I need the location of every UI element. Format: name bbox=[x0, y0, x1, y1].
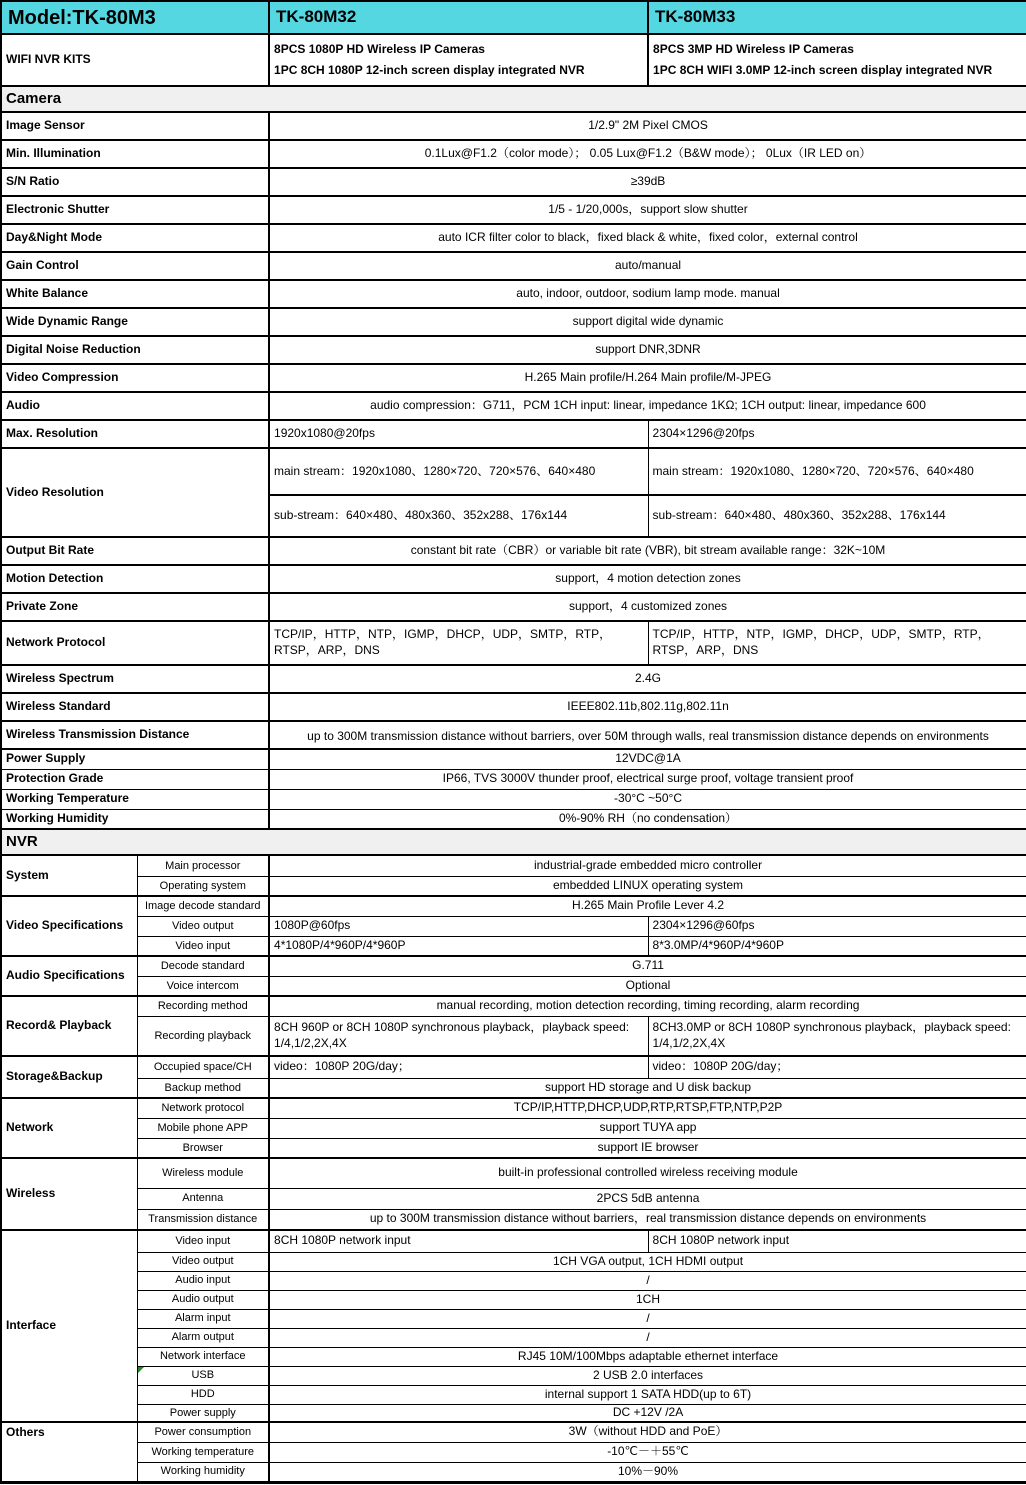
spec-label: S/N Ratio bbox=[1, 168, 269, 196]
spec-row bbox=[1, 769, 1026, 789]
spec-row bbox=[1, 1347, 1026, 1366]
spec-label: Motion Detection bbox=[1, 565, 269, 593]
spec-row bbox=[1, 1016, 1026, 1056]
nvr-sub-label: Power consumption bbox=[137, 1422, 269, 1442]
spec-row bbox=[1, 252, 1026, 280]
kits-tk80m32 bbox=[269, 34, 648, 86]
nvr-sub-label: Operating system bbox=[137, 876, 269, 896]
spec-value: 3W（without HDD and PoE） bbox=[269, 1422, 1026, 1442]
spec-value: support，4 motion detection zones bbox=[269, 565, 1026, 593]
spec-value-tk80m32: 4*1080P/4*960P/4*960P bbox=[269, 936, 648, 956]
spec-value: 1CH bbox=[269, 1290, 1026, 1309]
spec-row bbox=[1, 693, 1026, 721]
nvr-category: Storage&Backup bbox=[1, 1056, 137, 1098]
spec-value: / bbox=[269, 1328, 1026, 1347]
nvr-sub-label: Audio output bbox=[137, 1290, 269, 1309]
spec-label: Image Sensor bbox=[1, 112, 269, 140]
nvr-sub-label: Mobile phone APP bbox=[137, 1118, 269, 1138]
spec-value: support digital wide dynamic bbox=[269, 308, 1026, 336]
spec-row bbox=[1, 1366, 1026, 1385]
nvr-category: Network bbox=[1, 1098, 137, 1158]
camera-section-title: Camera bbox=[1, 86, 1026, 112]
spec-label: Working Humidity bbox=[1, 809, 269, 829]
kits-row bbox=[1, 34, 1026, 86]
nvr-sub-label: Recording method bbox=[137, 996, 269, 1016]
spec-value-tk80m33: 2304×1296@60fps bbox=[648, 916, 1026, 936]
nvr-sub-label: Audio input bbox=[137, 1271, 269, 1290]
spec-label: Gain Control bbox=[1, 252, 269, 280]
nvr-sub-label: Video output bbox=[137, 1252, 269, 1271]
spec-value: 2PCS 5dB antenna bbox=[269, 1188, 1026, 1209]
nvr-category: Video Specifications bbox=[1, 896, 137, 956]
spec-row bbox=[1, 809, 1026, 829]
spec-row bbox=[1, 936, 1026, 956]
nvr-sub-label: Voice intercom bbox=[137, 976, 269, 996]
spec-value: built-in professional controlled wireless receiving module bbox=[269, 1158, 1026, 1188]
spec-value: 1/5 - 1/20,000s，support slow shutter bbox=[269, 196, 1026, 224]
nvr-sub-label: Working temperature bbox=[137, 1442, 269, 1462]
spec-row bbox=[1, 876, 1026, 896]
spec-row bbox=[1, 1422, 1026, 1442]
nvr-sub-label: Alarm input bbox=[137, 1309, 269, 1328]
spec-row bbox=[1, 665, 1026, 693]
spec-row bbox=[1, 1385, 1026, 1404]
spec-value: 1/2.9" 2M Pixel CMOS bbox=[269, 112, 1026, 140]
spec-row bbox=[1, 537, 1026, 565]
spec-value: IP66, TVS 3000V thunder proof, electrical surge proof, voltage transient proof bbox=[269, 769, 1026, 789]
spec-value: 0.1Lux@F1.2（color mode）； 0.05 Lux@F1.2（B&W mode）； 0Lux（IR LED on） bbox=[269, 140, 1026, 168]
spec-row bbox=[1, 364, 1026, 392]
spec-value-tk80m33: sub-stream：640×480、480x360、352x288、176x144 bbox=[648, 495, 1026, 537]
spec-value: up to 300M transmission distance without barriers，real transmission distance depends on environments bbox=[269, 1209, 1026, 1230]
spec-row bbox=[1, 168, 1026, 196]
spec-row bbox=[1, 420, 1026, 448]
variant-tk80m33: TK-80M33 bbox=[648, 1, 1026, 34]
spec-label: Video Resolution bbox=[1, 448, 269, 537]
spec-value-tk80m33: 8*3.0MP/4*960P/4*960P bbox=[648, 936, 1026, 956]
nvr-category: Record& Playback bbox=[1, 996, 137, 1056]
spec-value: auto ICR filter color to black，fixed black & white，fixed color，external control bbox=[269, 224, 1026, 252]
nvr-sub-label: USB bbox=[191, 1369, 215, 1382]
spec-value-tk80m32: video：1080P 20G/day； bbox=[269, 1056, 648, 1078]
spec-value-tk80m33: 8CH3.0MP or 8CH 1080P synchronous playback，playback speed: 1/4,1/2,2X,4X bbox=[648, 1016, 1026, 1056]
nvr-sub-label: Recording playback bbox=[137, 1016, 269, 1056]
nvr-sub-label-usb bbox=[137, 1366, 269, 1385]
spec-value: auto/manual bbox=[269, 252, 1026, 280]
spec-value: TCP/IP,HTTP,DHCP,UDP,RTP,RTSP,FTP,NTP,P2P bbox=[269, 1098, 1026, 1118]
spec-row bbox=[1, 956, 1026, 976]
spec-value: RJ45 10M/100Mbps adaptable ethernet interface bbox=[269, 1347, 1026, 1366]
nvr-sub-label: Antenna bbox=[137, 1188, 269, 1209]
nvr-sub-label: Main processor bbox=[137, 855, 269, 876]
spec-value: 12VDC@1A bbox=[269, 749, 1026, 769]
spec-row bbox=[1, 721, 1026, 749]
spec-value-tk80m32: 8CH 960P or 8CH 1080P synchronous playback，playback speed: 1/4,1/2,2X,4X bbox=[269, 1016, 648, 1056]
spec-value: G.711 bbox=[269, 956, 1026, 976]
spec-label: Max. Resolution bbox=[1, 420, 269, 448]
spec-label: Working Temperature bbox=[1, 789, 269, 809]
spec-value: embedded LINUX operating system bbox=[269, 876, 1026, 896]
nvr-section-row bbox=[1, 829, 1026, 855]
spec-value: DC +12V /2A bbox=[269, 1404, 1026, 1422]
spec-label: Video Compression bbox=[1, 364, 269, 392]
spec-value: 1CH VGA output, 1CH HDMI output bbox=[269, 1252, 1026, 1271]
model-title: Model:TK-80M3 bbox=[1, 1, 269, 34]
spec-row bbox=[1, 1230, 1026, 1252]
variant-tk80m32: TK-80M32 bbox=[269, 1, 648, 34]
nvr-category: System bbox=[1, 855, 137, 896]
spec-value: support，4 customized zones bbox=[269, 593, 1026, 621]
camera-section-row bbox=[1, 86, 1026, 112]
nvr-sub-label: Decode standard bbox=[137, 956, 269, 976]
nvr-category: Interface bbox=[1, 1230, 137, 1422]
spec-row bbox=[1, 749, 1026, 769]
nvr-category: Others bbox=[1, 1422, 137, 1482]
spec-value: up to 300M transmission distance without barriers, over 50M through walls, real transmission distance depends on environments bbox=[269, 721, 1026, 749]
spec-row bbox=[1, 308, 1026, 336]
spec-label: Day&Night Mode bbox=[1, 224, 269, 252]
spec-row bbox=[1, 976, 1026, 996]
spec-label: Protection Grade bbox=[1, 769, 269, 789]
spec-row bbox=[1, 140, 1026, 168]
spec-row bbox=[1, 565, 1026, 593]
spec-value-tk80m32: 1080P@60fps bbox=[269, 916, 648, 936]
kits-tk80m33 bbox=[648, 34, 1026, 86]
nvr-sub-label: Network interface bbox=[137, 1347, 269, 1366]
spec-value: support HD storage and U disk backup bbox=[269, 1078, 1026, 1098]
nvr-sub-label: Alarm output bbox=[137, 1328, 269, 1347]
spec-value-tk80m33: main stream：1920x1080、1280×720、720×576、640×480 bbox=[648, 448, 1026, 495]
spec-label: Electronic Shutter bbox=[1, 196, 269, 224]
kits-line: 8PCS 1080P HD Wireless IP Cameras bbox=[274, 42, 485, 56]
spec-value: 0%-90% RH（no condensation） bbox=[269, 809, 1026, 829]
spec-value: constant bit rate（CBR）or variable bit rate (VBR), bit stream available range：32K~10M bbox=[269, 537, 1026, 565]
spec-label: Power Supply bbox=[1, 749, 269, 769]
spec-row bbox=[1, 1404, 1026, 1422]
spec-row bbox=[1, 1252, 1026, 1271]
spec-row bbox=[1, 196, 1026, 224]
nvr-sub-label: Video input bbox=[137, 936, 269, 956]
nvr-sub-label: Video input bbox=[137, 1230, 269, 1252]
spec-row bbox=[1, 1056, 1026, 1078]
spec-value: support IE browser bbox=[269, 1138, 1026, 1158]
spec-value: -30°C ~50°C bbox=[269, 789, 1026, 809]
spec-label: Digital Noise Reduction bbox=[1, 336, 269, 364]
spec-row bbox=[1, 896, 1026, 916]
spec-label: Output Bit Rate bbox=[1, 537, 269, 565]
spec-value: / bbox=[269, 1271, 1026, 1290]
spec-row bbox=[1, 1158, 1026, 1188]
spec-value: 2.4G bbox=[269, 665, 1026, 693]
spec-label: Wireless Spectrum bbox=[1, 665, 269, 693]
spec-row bbox=[1, 448, 1026, 495]
spec-value: internal support 1 SATA HDD(up to 6T) bbox=[269, 1385, 1026, 1404]
spec-row bbox=[1, 224, 1026, 252]
spec-row bbox=[1, 855, 1026, 876]
spec-value: -10℃－＋55℃ bbox=[269, 1442, 1026, 1462]
spec-value-tk80m32: main stream：1920x1080、1280×720、720×576、640×480 bbox=[269, 448, 648, 495]
spec-row bbox=[1, 1462, 1026, 1482]
nvr-sub-label: Backup method bbox=[137, 1078, 269, 1098]
spec-label: Audio bbox=[1, 392, 269, 420]
nvr-sub-label: Working humidity bbox=[137, 1462, 269, 1482]
spec-value: industrial-grade embedded micro controller bbox=[269, 855, 1026, 876]
spec-value-tk80m33: video：1080P 20G/day； bbox=[648, 1056, 1026, 1078]
spec-value: audio compression：G711，PCM 1CH input: linear, impedance 1KΩ; 1CH output: linear, impedance 600 bbox=[269, 392, 1026, 420]
spec-label: Min. Illumination bbox=[1, 140, 269, 168]
nvr-sub-label: Network protocol bbox=[137, 1098, 269, 1118]
spec-value-tk80m33: TCP/IP，HTTP，NTP，IGMP，DHCP，UDP，SMTP，RTP，RTSP，ARP，DNS bbox=[648, 621, 1026, 665]
spec-value: 10%－90% bbox=[269, 1462, 1026, 1482]
spec-value: 2 USB 2.0 interfaces bbox=[269, 1366, 1026, 1385]
nvr-sub-label: Image decode standard bbox=[137, 896, 269, 916]
kits-line: 8PCS 3MP HD Wireless IP Cameras bbox=[653, 42, 854, 56]
nvr-section-title: NVR bbox=[1, 829, 1026, 855]
spec-value-tk80m32: TCP/IP，HTTP，NTP，IGMP，DHCP，UDP，SMTP，RTP，RTSP，ARP，DNS bbox=[269, 621, 648, 665]
spec-row bbox=[1, 789, 1026, 809]
spec-row bbox=[1, 916, 1026, 936]
nvr-category: Wireless bbox=[1, 1158, 137, 1230]
spec-value-tk80m32: sub-stream：640×480、480x360、352x288、176x144 bbox=[269, 495, 648, 537]
spec-row bbox=[1, 1138, 1026, 1158]
spec-row bbox=[1, 1078, 1026, 1098]
spec-row bbox=[1, 1290, 1026, 1309]
spec-value: H.265 Main profile/H.264 Main profile/M-JPEG bbox=[269, 364, 1026, 392]
spec-label: White Balance bbox=[1, 280, 269, 308]
nvr-sub-label: Wireless module bbox=[137, 1158, 269, 1188]
spec-value: support DNR,3DNR bbox=[269, 336, 1026, 364]
spec-value-tk80m33: 8CH 1080P network input bbox=[648, 1230, 1026, 1252]
nvr-sub-label: Occupied space/CH bbox=[137, 1056, 269, 1078]
spec-row bbox=[1, 1209, 1026, 1230]
nvr-sub-label: HDD bbox=[137, 1385, 269, 1404]
spec-row bbox=[1, 1188, 1026, 1209]
nvr-sub-label: Power supply bbox=[137, 1404, 269, 1422]
spec-label: Wide Dynamic Range bbox=[1, 308, 269, 336]
spec-row bbox=[1, 1442, 1026, 1462]
kits-label: WIFI NVR KITS bbox=[1, 34, 269, 86]
spec-value: ≥39dB bbox=[269, 168, 1026, 196]
spec-row bbox=[1, 996, 1026, 1016]
spec-value-tk80m32: 1920x1080@20fps bbox=[269, 420, 648, 448]
nvr-category: Audio Specifications bbox=[1, 956, 137, 996]
spec-value: / bbox=[269, 1309, 1026, 1328]
spec-value: manual recording, motion detection recording, timing recording, alarm recording bbox=[269, 996, 1026, 1016]
nvr-sub-label: Browser bbox=[137, 1138, 269, 1158]
spec-label: Network Protocol bbox=[1, 621, 269, 665]
spec-row bbox=[1, 336, 1026, 364]
spec-row bbox=[1, 1309, 1026, 1328]
spec-label: Wireless Standard bbox=[1, 693, 269, 721]
model-header-row bbox=[1, 1, 1026, 34]
spec-row bbox=[1, 593, 1026, 621]
nvr-sub-label: Video output bbox=[137, 916, 269, 936]
nvr-sub-label: Transmission distance bbox=[137, 1209, 269, 1230]
spec-value: IEEE802.11b,802.11g,802.11n bbox=[269, 693, 1026, 721]
spec-row bbox=[1, 280, 1026, 308]
spec-row bbox=[1, 1118, 1026, 1138]
spec-value-tk80m33: 2304×1296@20fps bbox=[648, 420, 1026, 448]
spec-value: support TUYA app bbox=[269, 1118, 1026, 1138]
spec-value: auto, indoor, outdoor, sodium lamp mode. manual bbox=[269, 280, 1026, 308]
kits-line: 1PC 8CH 1080P 12-inch screen display integrated NVR bbox=[274, 63, 585, 77]
comment-marker-icon bbox=[138, 1367, 144, 1373]
kits-line: 1PC 8CH WIFI 3.0MP 12-inch screen display integrated NVR bbox=[653, 63, 993, 77]
spec-row bbox=[1, 1271, 1026, 1290]
spec-row bbox=[1, 1328, 1026, 1347]
spec-value: Optional bbox=[269, 976, 1026, 996]
spec-value: H.265 Main Profile Lever 4.2 bbox=[269, 896, 1026, 916]
spec-row bbox=[1, 621, 1026, 665]
spec-label: Private Zone bbox=[1, 593, 269, 621]
spec-row bbox=[1, 392, 1026, 420]
spec-label: Wireless Transmission Distance bbox=[1, 721, 269, 749]
spec-value-tk80m32: 8CH 1080P network input bbox=[269, 1230, 648, 1252]
spec-row bbox=[1, 1098, 1026, 1118]
spec-row bbox=[1, 112, 1026, 140]
